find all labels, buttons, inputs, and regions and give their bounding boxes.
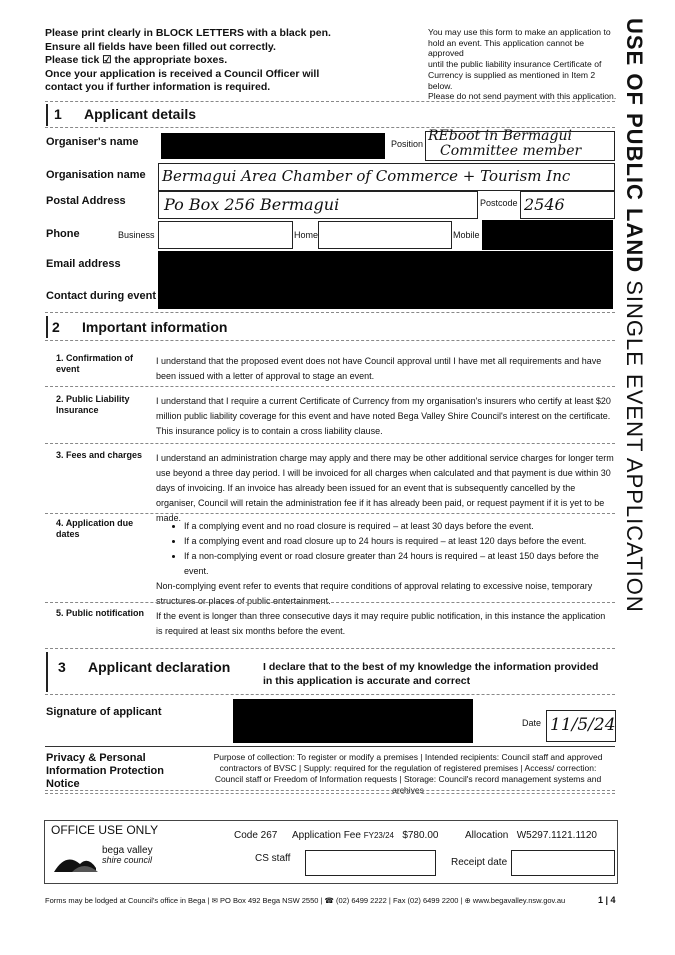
list-item: • If a complying event and no road closure is required – at least 30 days before the event. (184, 519, 614, 534)
fee-year: FY23/24 (363, 831, 394, 840)
instruction-line: Ensure all fields have been filled out correctly. (45, 40, 276, 53)
item-title-text: Public Liability Insurance (56, 394, 130, 415)
business-label: Business (118, 230, 155, 240)
divider (45, 443, 615, 444)
position-value-line2: Committee member (440, 143, 582, 159)
divider (45, 793, 615, 794)
redacted-mobile (482, 220, 613, 250)
list-item: • If a non-complying event or road closure greater than 24 hours is required – at least 150 days before the event. (184, 549, 614, 579)
item-title-text: Fees and charges (66, 450, 143, 460)
section2-number: 2 (52, 319, 60, 335)
item-number: 3. (56, 450, 64, 460)
item-title (56, 394, 146, 416)
item-title-text: Application due dates (56, 518, 134, 539)
postcode-value: 2546 (524, 195, 565, 214)
note-line: Currency is supplied as mentioned in Item 2 below. (428, 69, 596, 91)
vertical-form-title (619, 18, 647, 613)
vertical-title-rest: SINGLE EVENT APPLICATION (622, 273, 647, 613)
item-text: I understand that I require a current Certificate of Currency from my organisation's insurers who certify at least $20 million public liability coverage for this event and have noted Bega Valley Shire Council's interest on the certificate. This insurance policy is to contain a cross liability clause. (156, 396, 611, 436)
postal-label: Postal Address (46, 195, 126, 207)
item-text: I understand an administration charge may apply and there may be other additional service charges for longer term use beyond a three day period. I will be invoiced for all charges when calculated and that payment is due within 30 days of invoicing. If an invoice has already been issued for an event that is subsequently cancelled by the organiser, Council will retain the administration fee if it has already been paid, or request payment if it is yet to be made. (156, 453, 614, 523)
note-line: until the public liability insurance Certificate of (428, 59, 602, 70)
contact-label: Contact during event (46, 290, 157, 302)
note-line: You may use this form to make an application to (428, 27, 611, 37)
divider (45, 602, 615, 603)
application-fee (292, 830, 438, 841)
position-value-line1: REboot in Bermagui (428, 128, 572, 144)
item-number: 2. (56, 394, 64, 404)
privacy-title: Privacy & Personal Information Protection Notice (46, 752, 164, 790)
section-marker (46, 652, 48, 692)
office-code: Code 267 (234, 830, 278, 841)
instruction-line: Please print clearly in BLOCK LETTERS with a black pen. (45, 27, 331, 39)
date-value: 11/5/24 (550, 715, 616, 735)
section3-title: Applicant declaration (88, 659, 231, 675)
fee-label: Application Fee (292, 830, 361, 841)
instruction-line: Please tick ☑ the appropriate boxes. (45, 54, 228, 66)
receipt-date-field[interactable] (511, 850, 615, 876)
page-number: 1 | 4 (598, 895, 616, 905)
redacted-organiser-name (161, 133, 385, 159)
form-note (428, 27, 618, 102)
item-text: I understand that the proposed event does not have Council approval until I have met all requirements and have been issued with a letter of approval to stage an event. (156, 356, 602, 381)
item-title (56, 518, 146, 540)
note-line: hold an event. This application cannot be approved (428, 37, 585, 59)
item-title (56, 353, 146, 375)
allocation: Allocation W5297.1121.1120 (465, 830, 597, 841)
section1-title: Applicant details (84, 106, 197, 122)
due-date-list (156, 519, 614, 579)
receipt-label: Receipt date (451, 857, 508, 868)
section-marker (46, 104, 48, 126)
item-number: 5. (56, 608, 64, 618)
cs-staff-field[interactable] (305, 850, 436, 876)
item-text (156, 519, 614, 609)
redacted-email-and-contact (158, 251, 613, 309)
divider (45, 790, 615, 791)
business-phone-field[interactable] (158, 221, 293, 249)
section-marker (46, 316, 48, 338)
organisation-label: Organisation name (46, 169, 146, 181)
divider (45, 648, 615, 649)
fee-value: $780.00 (402, 830, 439, 841)
postal-value: Po Box 256 Bermagui (164, 195, 340, 214)
privacy-text: Purpose of collection: To register or modify a premises | Intended recipients: Council staff and approved contractors of BVSC | Supply: required for the regulation of registered premises | Access/ correction: Council staff or Freedom of Information requests | Storage: Council's record management systems and archives (213, 752, 603, 795)
home-phone-field[interactable] (318, 221, 452, 249)
email-label: Email address (46, 258, 121, 270)
item-number: 1. (56, 353, 64, 363)
redacted-signature (233, 699, 473, 743)
list-item: • If a complying event and road closure up to 24 hours is required – at least 120 days before the event. (184, 534, 614, 549)
section1-number: 1 (54, 106, 62, 122)
organiser-label: Organiser's name (46, 136, 139, 148)
section3-number: 3 (58, 659, 66, 675)
divider (45, 746, 615, 747)
signature-label: Signature of applicant (46, 706, 162, 718)
item-title (56, 608, 152, 619)
vertical-title-bold: USE OF PUBLIC LAND (622, 18, 647, 274)
position-label: Position (391, 139, 424, 149)
cs-staff-label: CS staff (255, 853, 291, 864)
divider (45, 386, 615, 387)
instruction-line: Once your application is received a Council Officer will (45, 67, 320, 80)
section2-title: Important information (82, 319, 228, 335)
item-text: If the event is longer than three consecutive days it may require public notification, in this instance the application is required at least six months before the event. (156, 611, 606, 636)
note-line: Please do not send payment with this application. (428, 91, 617, 102)
item-title (56, 450, 146, 461)
logo-text-line1: bega valley (102, 845, 153, 856)
logo-text-line2: shire council (102, 855, 153, 865)
divider (45, 101, 615, 102)
phone-label: Phone (46, 228, 80, 240)
instructions (45, 27, 415, 95)
divider (45, 340, 615, 341)
footer-text: Forms may be lodged at Council's office in Bega | ✉ PO Box 492 Bega NSW 2550 | ☎ (02) 6499 2222 | Fax (02) 6499 2200 | ⊕ www.begavalley.nsw.gov.au (45, 896, 566, 905)
divider (45, 694, 615, 695)
postcode-label: Postcode (480, 198, 518, 208)
item-title-text: Public notification (66, 608, 145, 618)
instruction-line: contact you if further information is required. (45, 81, 271, 93)
date-label: Date (522, 718, 542, 728)
divider (45, 312, 615, 313)
item-title-text: Confirmation of event (56, 353, 134, 374)
item-number: 4. (56, 518, 64, 528)
organisation-value: Bermagui Area Chamber of Commerce + Tourism Inc (162, 167, 571, 185)
mobile-label: Mobile (453, 230, 480, 240)
bega-valley-logo (52, 842, 182, 876)
office-title: OFFICE USE ONLY (51, 823, 159, 837)
home-label: Home (294, 230, 319, 240)
divider (45, 513, 615, 514)
item-note: Non-complying event refer to events that require conditions of approval relating to excessive noise, temporary structures or places of public entertainment. (156, 581, 593, 606)
declaration-text: I declare that to the best of my knowledge the information provided in this application is accurate and correct (263, 661, 599, 687)
